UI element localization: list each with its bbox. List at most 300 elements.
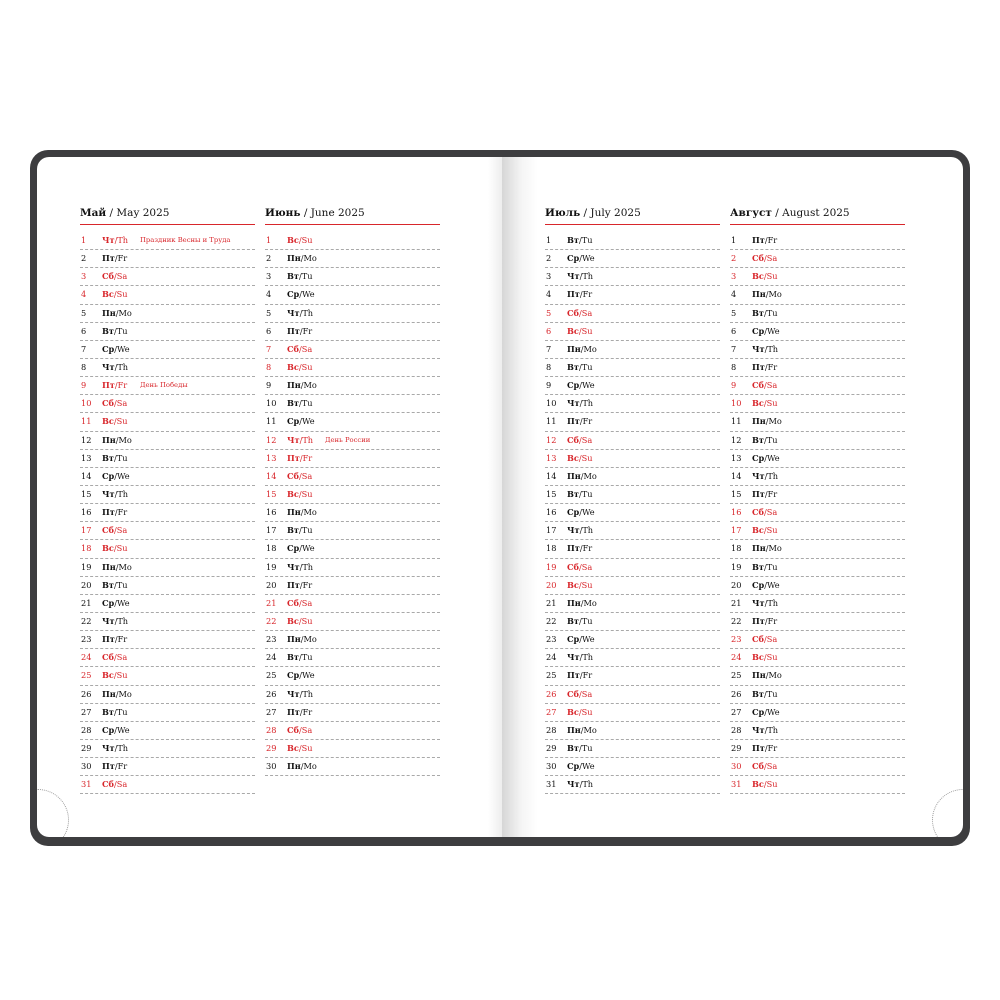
- day-number: 19: [546, 561, 557, 572]
- weekday-en: /Sa: [763, 634, 778, 645]
- day-number: 24: [546, 652, 557, 663]
- weekday-en: /We: [579, 380, 595, 391]
- month-column: [730, 205, 905, 794]
- weekday-label: [567, 395, 593, 412]
- gutter-shadow: [488, 157, 502, 837]
- weekday-label: [287, 649, 313, 666]
- day-row: [730, 522, 905, 540]
- weekday-label: [752, 631, 777, 648]
- weekday-label: [287, 232, 313, 249]
- weekday-label: [287, 486, 313, 503]
- day-row: [730, 323, 905, 341]
- day-row: [80, 468, 255, 486]
- weekday-label: [752, 450, 780, 467]
- day-number: 28: [266, 724, 277, 735]
- month-title: [545, 205, 720, 225]
- weekday-en: /Th: [579, 779, 594, 790]
- weekday-ru: Пн: [287, 380, 301, 391]
- weekday-en: /We: [579, 761, 595, 772]
- weekday-label: [287, 740, 313, 757]
- day-row: [80, 286, 255, 304]
- weekday-en: /Mo: [580, 724, 597, 735]
- weekday-label: [287, 450, 312, 467]
- day-number: 28: [731, 724, 742, 735]
- day-number: 13: [266, 452, 277, 463]
- weekday-label: [567, 250, 595, 267]
- weekday-en: /Su: [578, 706, 593, 717]
- weekday-label: [567, 323, 593, 340]
- day-number: 3: [731, 271, 737, 282]
- weekday-ru: Пн: [752, 670, 766, 681]
- day-row: [265, 232, 440, 250]
- weekday-label: [102, 686, 132, 703]
- day-row: [730, 577, 905, 595]
- month-name-en: / June 2025: [300, 207, 365, 219]
- day-number: 19: [81, 561, 92, 572]
- weekday-en: /Fr: [579, 543, 593, 554]
- weekday-ru: Ср: [567, 253, 580, 264]
- weekday-ru: Вс: [287, 488, 299, 499]
- day-row: [80, 377, 255, 395]
- weekday-en: /Tu: [579, 615, 593, 626]
- day-number: 12: [266, 434, 277, 445]
- day-row: [265, 341, 440, 359]
- day-row: [80, 268, 255, 286]
- day-number: 20: [546, 579, 557, 590]
- weekday-en: /Fr: [579, 289, 593, 300]
- weekday-label: [752, 722, 778, 739]
- day-number: 30: [266, 761, 277, 772]
- weekday-en: /Sa: [298, 343, 313, 354]
- weekday-ru: Пн: [567, 724, 581, 735]
- weekday-ru: Сб: [287, 597, 299, 608]
- weekday-en: /Sa: [298, 597, 313, 608]
- weekday-ru: Чт: [102, 615, 115, 626]
- weekday-label: [102, 413, 128, 430]
- day-number: 10: [731, 398, 742, 409]
- weekday-en: /Fr: [299, 452, 313, 463]
- weekday-ru: Чт: [287, 561, 300, 572]
- weekday-en: /Tu: [299, 398, 313, 409]
- weekday-ru: Чт: [567, 652, 580, 663]
- weekday-en: /Su: [298, 235, 313, 245]
- weekday-ru: Пн: [287, 634, 301, 645]
- day-row: [545, 305, 720, 323]
- day-number: 20: [266, 579, 277, 590]
- day-number: 18: [266, 543, 277, 554]
- weekday-label: [287, 559, 313, 576]
- weekday-en: /Su: [298, 615, 313, 626]
- day-number: 30: [546, 761, 557, 772]
- weekday-en: /Fr: [299, 706, 313, 717]
- day-row: [730, 268, 905, 286]
- weekday-label: [567, 286, 592, 303]
- weekday-label: [752, 667, 782, 684]
- day-row: [265, 667, 440, 685]
- day-list: [80, 232, 255, 794]
- weekday-label: [567, 667, 592, 684]
- weekday-ru: Пн: [752, 543, 766, 554]
- day-row: [265, 305, 440, 323]
- day-row: [265, 486, 440, 504]
- weekday-en: /Sa: [113, 525, 128, 536]
- day-row: [545, 686, 720, 704]
- weekday-ru: Чт: [102, 361, 115, 372]
- weekday-en: /We: [114, 343, 130, 354]
- weekday-label: [102, 395, 127, 412]
- weekday-ru: Вс: [287, 361, 299, 372]
- day-number: 20: [731, 579, 742, 590]
- weekday-en: /Su: [298, 361, 313, 372]
- weekday-label: [567, 631, 595, 648]
- weekday-label: [752, 522, 778, 539]
- weekday-en: /Fr: [764, 615, 778, 626]
- weekday-label: [752, 704, 780, 721]
- weekday-en: /Fr: [764, 361, 778, 372]
- weekday-en: /Su: [113, 543, 128, 554]
- day-number: 27: [266, 706, 277, 717]
- day-row: [730, 413, 905, 431]
- weekday-ru: Чт: [102, 742, 115, 753]
- weekday-en: /Tu: [764, 688, 778, 699]
- day-row: [265, 540, 440, 558]
- day-row: [265, 323, 440, 341]
- weekday-ru: Вт: [567, 615, 579, 626]
- day-number: 9: [546, 380, 552, 391]
- weekday-ru: Пт: [287, 706, 300, 717]
- weekday-label: [567, 504, 595, 521]
- day-row: [545, 450, 720, 468]
- weekday-label: [752, 540, 782, 557]
- day-row: [80, 577, 255, 595]
- weekday-ru: Вт: [567, 361, 579, 372]
- day-number: 15: [81, 488, 92, 499]
- weekday-label: [567, 758, 595, 775]
- weekday-en: /Sa: [763, 380, 778, 391]
- weekday-en: /Mo: [115, 307, 132, 318]
- weekday-label: [287, 704, 312, 721]
- weekday-label: [752, 776, 778, 793]
- day-number: 1: [266, 235, 272, 245]
- weekday-label: [102, 667, 128, 684]
- weekday-ru: Сб: [102, 271, 114, 282]
- day-row: [265, 450, 440, 468]
- weekday-ru: Чт: [287, 688, 300, 699]
- weekday-label: [287, 722, 312, 739]
- weekday-label: [102, 740, 128, 757]
- weekday-en: /Tu: [579, 488, 593, 499]
- weekday-ru: Сб: [102, 525, 114, 536]
- day-number: 5: [546, 307, 552, 318]
- weekday-label: [102, 359, 128, 376]
- weekday-en: /Mo: [300, 253, 317, 264]
- weekday-label: [102, 432, 132, 449]
- day-number: 22: [266, 615, 277, 626]
- weekday-en: /Fr: [764, 488, 778, 499]
- weekday-label: [102, 250, 127, 267]
- day-number: 14: [81, 470, 92, 481]
- weekday-ru: Сб: [567, 688, 579, 699]
- day-number: 11: [731, 416, 742, 427]
- weekday-en: /Tu: [579, 742, 593, 753]
- weekday-label: [287, 540, 315, 557]
- day-row: [265, 686, 440, 704]
- weekday-en: /Mo: [300, 380, 317, 391]
- weekday-en: /Th: [299, 561, 314, 572]
- weekday-en: /We: [579, 253, 595, 264]
- weekday-ru: Вт: [287, 398, 299, 409]
- weekday-en: /We: [299, 543, 315, 554]
- weekday-en: /Th: [764, 724, 779, 735]
- day-row: [545, 522, 720, 540]
- day-row: [80, 613, 255, 631]
- day-number: 21: [731, 597, 742, 608]
- day-row: [80, 432, 255, 450]
- weekday-label: [102, 305, 132, 322]
- day-number: 17: [546, 525, 557, 536]
- day-number: 13: [731, 452, 742, 463]
- day-number: 18: [81, 543, 92, 554]
- weekday-en: /We: [764, 325, 780, 336]
- weekday-ru: Сб: [102, 398, 114, 409]
- day-number: 17: [266, 525, 277, 536]
- day-row: [545, 504, 720, 522]
- day-row: [265, 413, 440, 431]
- weekday-ru: Вт: [102, 452, 114, 463]
- day-number: 3: [81, 271, 87, 282]
- day-number: 8: [266, 361, 272, 372]
- weekday-ru: Вс: [752, 525, 764, 536]
- weekday-ru: Сб: [567, 434, 579, 445]
- day-row: [80, 758, 255, 776]
- day-row: [730, 704, 905, 722]
- weekday-label: [567, 268, 593, 285]
- month-name-ru: Август: [730, 207, 772, 219]
- weekday-ru: Ср: [752, 452, 765, 463]
- day-row: [730, 559, 905, 577]
- day-number: 25: [546, 670, 557, 681]
- weekday-label: [287, 413, 315, 430]
- day-row: [265, 722, 440, 740]
- day-number: 2: [81, 253, 87, 264]
- weekday-label: [752, 305, 778, 322]
- weekday-en: /Sa: [113, 652, 128, 663]
- weekday-en: /Th: [299, 688, 314, 699]
- weekday-label: [752, 341, 778, 358]
- weekday-ru: Чт: [752, 343, 765, 354]
- weekday-ru: Вт: [102, 706, 114, 717]
- day-row: [80, 667, 255, 685]
- weekday-ru: Пн: [752, 289, 766, 300]
- day-row: [265, 268, 440, 286]
- weekday-label: [102, 268, 127, 285]
- weekday-label: [287, 341, 312, 358]
- weekday-label: [102, 577, 128, 594]
- day-row: [730, 686, 905, 704]
- weekday-ru: Пт: [287, 579, 300, 590]
- day-row: [265, 631, 440, 649]
- planner-spread: [30, 150, 970, 846]
- weekday-ru: Вс: [567, 579, 579, 590]
- weekday-ru: Пт: [102, 507, 115, 518]
- weekday-ru: Чт: [752, 724, 765, 735]
- weekday-label: [102, 704, 128, 721]
- weekday-ru: Пт: [752, 742, 765, 753]
- weekday-ru: Сб: [287, 724, 299, 735]
- left-page: [37, 157, 502, 837]
- day-number: 3: [546, 271, 552, 282]
- day-list: [545, 232, 720, 794]
- weekday-label: [752, 413, 782, 430]
- day-row: [545, 268, 720, 286]
- day-row: [730, 758, 905, 776]
- weekday-en: /Fr: [299, 325, 313, 336]
- day-number: 1: [546, 235, 552, 245]
- weekday-en: /Mo: [765, 543, 782, 554]
- weekday-en: /Su: [763, 398, 778, 409]
- day-number: 31: [546, 779, 557, 790]
- weekday-label: [567, 377, 595, 394]
- day-row: [545, 631, 720, 649]
- weekday-label: [287, 522, 313, 539]
- day-number: 4: [266, 289, 272, 300]
- weekday-en: /Su: [763, 271, 778, 282]
- day-number: 25: [81, 670, 92, 681]
- day-number: 16: [81, 507, 92, 518]
- day-number: 23: [81, 634, 92, 645]
- day-list: [265, 232, 440, 776]
- weekday-label: [287, 595, 312, 612]
- day-number: 8: [546, 361, 552, 372]
- day-number: 29: [731, 742, 742, 753]
- day-row: [545, 468, 720, 486]
- weekday-label: [102, 613, 128, 630]
- day-row: [545, 667, 720, 685]
- day-number: 2: [731, 253, 737, 264]
- weekday-label: [567, 577, 593, 594]
- weekday-label: [102, 377, 127, 394]
- weekday-ru: Ср: [102, 470, 115, 481]
- day-number: 9: [731, 380, 737, 391]
- day-row: [80, 649, 255, 667]
- day-row: [265, 758, 440, 776]
- day-number: 23: [731, 634, 742, 645]
- day-number: 7: [81, 343, 87, 354]
- weekday-en: /We: [579, 507, 595, 518]
- day-number: 27: [81, 706, 92, 717]
- weekday-en: /Th: [114, 488, 129, 499]
- day-row: [545, 395, 720, 413]
- weekday-ru: Сб: [287, 470, 299, 481]
- day-row: [730, 377, 905, 395]
- weekday-en: /Tu: [764, 307, 778, 318]
- page-corner-curl: [37, 789, 69, 837]
- weekday-en: /We: [114, 597, 130, 608]
- weekday-en: /Su: [763, 779, 778, 790]
- day-row: [545, 613, 720, 631]
- day-row: [730, 450, 905, 468]
- day-number: 22: [546, 615, 557, 626]
- day-row: [545, 577, 720, 595]
- weekday-en: /Tu: [299, 271, 313, 282]
- day-number: 12: [731, 434, 742, 445]
- weekday-label: [102, 323, 128, 340]
- weekday-en: /Tu: [299, 652, 313, 663]
- weekday-en: /Sa: [578, 561, 593, 572]
- weekday-en: /Tu: [579, 235, 593, 245]
- weekday-en: /Sa: [763, 507, 778, 518]
- month-name-ru: Июнь: [265, 207, 301, 219]
- weekday-ru: Пт: [287, 325, 300, 336]
- weekday-label: [287, 286, 315, 303]
- weekday-en: /Tu: [579, 361, 593, 372]
- weekday-en: /We: [299, 416, 315, 427]
- weekday-ru: Вс: [102, 543, 114, 554]
- weekday-label: [752, 468, 778, 485]
- weekday-ru: Пт: [567, 289, 580, 300]
- weekday-label: [287, 577, 312, 594]
- weekday-en: /Mo: [115, 688, 132, 699]
- day-row: [545, 540, 720, 558]
- weekday-en: /Mo: [765, 416, 782, 427]
- day-row: [730, 486, 905, 504]
- day-row: [545, 486, 720, 504]
- weekday-en: /Su: [113, 416, 128, 427]
- day-row: [265, 595, 440, 613]
- weekday-ru: Чт: [752, 470, 765, 481]
- day-row: [80, 486, 255, 504]
- weekday-en: /Mo: [580, 343, 597, 354]
- weekday-en: /Fr: [579, 416, 593, 427]
- day-row: [80, 250, 255, 268]
- weekday-ru: Ср: [567, 761, 580, 772]
- weekday-label: [752, 486, 777, 503]
- weekday-en: /Th: [764, 597, 779, 608]
- day-row: [80, 341, 255, 359]
- weekday-en: /Sa: [298, 724, 313, 735]
- month-title: [265, 205, 440, 225]
- weekday-en: /Fr: [114, 253, 128, 264]
- day-number: 22: [731, 615, 742, 626]
- weekday-ru: Сб: [752, 253, 764, 264]
- day-row: [730, 232, 905, 250]
- weekday-ru: Пт: [102, 380, 115, 391]
- day-row: [265, 559, 440, 577]
- weekday-label: [102, 232, 128, 249]
- month-name-ru: Май: [80, 207, 107, 219]
- day-row: [730, 631, 905, 649]
- weekday-label: [752, 377, 777, 394]
- weekday-label: [752, 232, 777, 249]
- weekday-ru: Сб: [102, 779, 114, 790]
- weekday-en: /Fr: [114, 761, 128, 772]
- day-number: 29: [546, 742, 557, 753]
- weekday-label: [567, 540, 592, 557]
- weekday-label: [287, 359, 313, 376]
- weekday-label: [752, 432, 778, 449]
- weekday-label: [102, 722, 130, 739]
- page-corner-curl: [932, 789, 963, 837]
- day-number: 2: [266, 253, 272, 264]
- weekday-ru: Ср: [287, 289, 300, 300]
- day-row: [545, 359, 720, 377]
- weekday-en: /Mo: [765, 289, 782, 300]
- weekday-label: [102, 776, 127, 793]
- weekday-ru: Вс: [102, 416, 114, 427]
- weekday-label: [567, 776, 593, 793]
- weekday-ru: Вт: [752, 688, 764, 699]
- day-row: [730, 395, 905, 413]
